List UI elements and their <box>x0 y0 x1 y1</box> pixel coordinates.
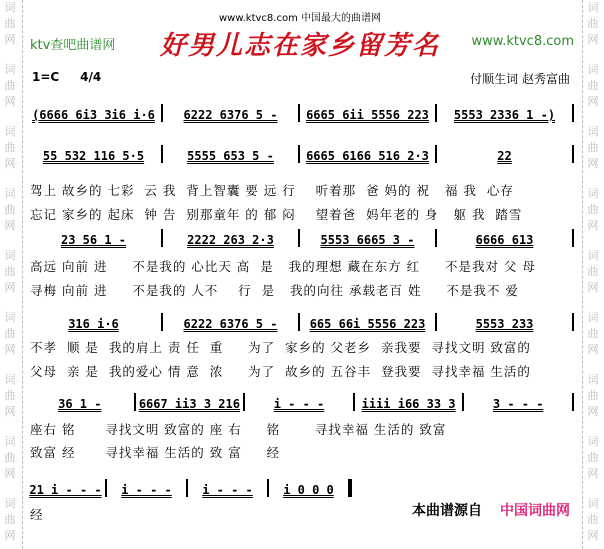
site-name-left: ktv查吧曲谱网 <box>30 38 116 53</box>
bar-line <box>161 145 163 163</box>
watermark: 词曲网 <box>587 249 599 294</box>
end-bar-line <box>572 145 574 163</box>
source-site-link[interactable]: 中国词曲网 <box>500 503 570 519</box>
end-bar-line <box>572 229 574 247</box>
watermark: 词曲网 <box>587 187 599 232</box>
measure: 6222 6376 5 - <box>183 108 278 122</box>
bar-line <box>462 393 464 411</box>
right-border <box>582 0 583 549</box>
watermark: 词曲网 <box>4 435 16 480</box>
watermark: 词曲网 <box>4 187 16 232</box>
measure: 316 i·6 <box>68 317 119 331</box>
measure: 5553 2336 1 -) <box>453 108 556 122</box>
measure: iiii i66 33 3 <box>361 397 456 411</box>
measure: 36 1 - <box>58 397 102 411</box>
bar-line <box>353 393 355 411</box>
watermark: 词曲网 <box>587 1 599 46</box>
lyric-line: 忘记 家乡的 起床 钟 告 别那童年 的 郁 闷 望着爸 妈年老的 身 躯 我 踏雪 <box>30 207 523 222</box>
end-bar-line <box>348 479 352 497</box>
key-signature <box>32 70 101 84</box>
bar-line <box>298 313 300 331</box>
measure: 6667 ii3 3 216 <box>138 397 240 411</box>
credits: 付顺生词 赵秀富曲 <box>470 72 570 86</box>
song-title: 好男儿志在家乡留芳名 <box>159 31 440 61</box>
lyric-line: 座右 铭 寻找文明 致富的 座 右 铭 寻找幸福 生活的 致富 <box>30 422 447 437</box>
watermark: 词曲网 <box>587 311 599 356</box>
measure: 6665 6166 516 2·3 <box>306 149 429 163</box>
measure: 2222 263 2·3 <box>187 233 274 247</box>
watermark: 词曲网 <box>587 373 599 418</box>
measure: 5553 6665 3 - <box>320 233 415 247</box>
site-url-right: www.ktvc8.com <box>471 34 574 49</box>
measure: 6665 6ii 5556 223 <box>306 108 429 122</box>
source-note <box>412 500 570 520</box>
watermark: 词曲网 <box>587 63 599 108</box>
lyric-line: 父母 亲 是 我的爱心 情 意 浓 为了 故乡的 五谷丰 登我要 寻找幸福 生活的 <box>30 364 531 379</box>
notation-row <box>28 145 576 163</box>
watermark: 词曲网 <box>4 311 16 356</box>
bar-line <box>161 229 163 247</box>
watermark: 词曲网 <box>587 435 599 480</box>
bar-line <box>105 479 107 497</box>
bar-line <box>435 145 437 163</box>
measure: i - - - <box>273 397 325 411</box>
notation-row <box>28 393 576 411</box>
bar-line <box>161 104 163 122</box>
measure: (6666 6i3 3i6 i·6 <box>32 108 155 122</box>
end-bar-line <box>572 393 574 411</box>
measure: 665 66i 5556 223 <box>309 317 426 331</box>
bar-line <box>243 393 245 411</box>
bar-line <box>435 313 437 331</box>
lyric-line: 寻梅 向前 进 不是我的 人不 行 是 我的向往 承载老百 姓 不是我不 爱 <box>30 283 519 298</box>
measure: 5555 653 5 - <box>187 149 274 163</box>
bar-line <box>298 104 300 122</box>
measure: i 0 0 0 <box>283 483 334 497</box>
time-signature: 4/4 <box>80 70 102 84</box>
source-label: 本曲谱源自 <box>412 503 482 519</box>
lyric-line: 致富 经 寻找幸福 生活的 致 富 经 <box>30 445 281 460</box>
bar-line <box>435 229 437 247</box>
measure: i - - - <box>202 483 253 497</box>
measure: 22 <box>497 149 512 163</box>
measure: 23 56 1 - <box>60 233 127 247</box>
measure: 5553 233 <box>475 317 534 331</box>
lyric-line: 驾上 故乡的 七彩 云 我 背上智囊 要 远 行 听着那 爸 妈的 祝 福 我 心存 <box>30 183 514 198</box>
bar-line <box>134 393 136 411</box>
notation-row <box>28 479 354 497</box>
measure: i - - - <box>121 483 172 497</box>
bar-line <box>267 479 269 497</box>
key: 1=C <box>32 70 60 84</box>
lyric-line: 不孝 顺 是 我的肩上 责 任 重 为了 家乡的 父老乡 亲我要 寻找文明 致富的 <box>30 340 531 355</box>
watermark: 词曲网 <box>4 125 16 170</box>
measure: 6222 6376 5 - <box>183 317 278 331</box>
measure: 6666 613 <box>475 233 534 247</box>
left-border <box>22 0 23 549</box>
bar-line <box>298 229 300 247</box>
notation-row <box>28 313 576 331</box>
measure: 21 i - - - <box>29 483 102 497</box>
bar-line <box>161 313 163 331</box>
watermark: 词曲网 <box>4 373 16 418</box>
lyric-line: 高远 向前 进 不是我的 心比天 高 是 我的理想 藏在东方 红 不是我对 父 母 <box>30 259 536 274</box>
end-bar-line <box>572 313 574 331</box>
notation-row <box>28 229 576 247</box>
watermark: 词曲网 <box>4 497 16 542</box>
watermark: 词曲网 <box>4 63 16 108</box>
measure: 3 - - - <box>492 397 544 411</box>
lyric-line: 经 <box>30 507 44 522</box>
bar-line <box>435 104 437 122</box>
bar-line <box>298 145 300 163</box>
bar-line <box>186 479 188 497</box>
watermark: 词曲网 <box>587 497 599 542</box>
watermark: 词曲网 <box>4 1 16 46</box>
watermark: 词曲网 <box>4 249 16 294</box>
measure: 55 532 116 5·5 <box>42 149 145 163</box>
notation-row <box>28 104 576 122</box>
end-bar-line <box>572 104 574 122</box>
top-caption: www.ktvc8.com 中国最大的曲谱网 <box>218 13 381 24</box>
watermark: 词曲网 <box>587 125 599 170</box>
